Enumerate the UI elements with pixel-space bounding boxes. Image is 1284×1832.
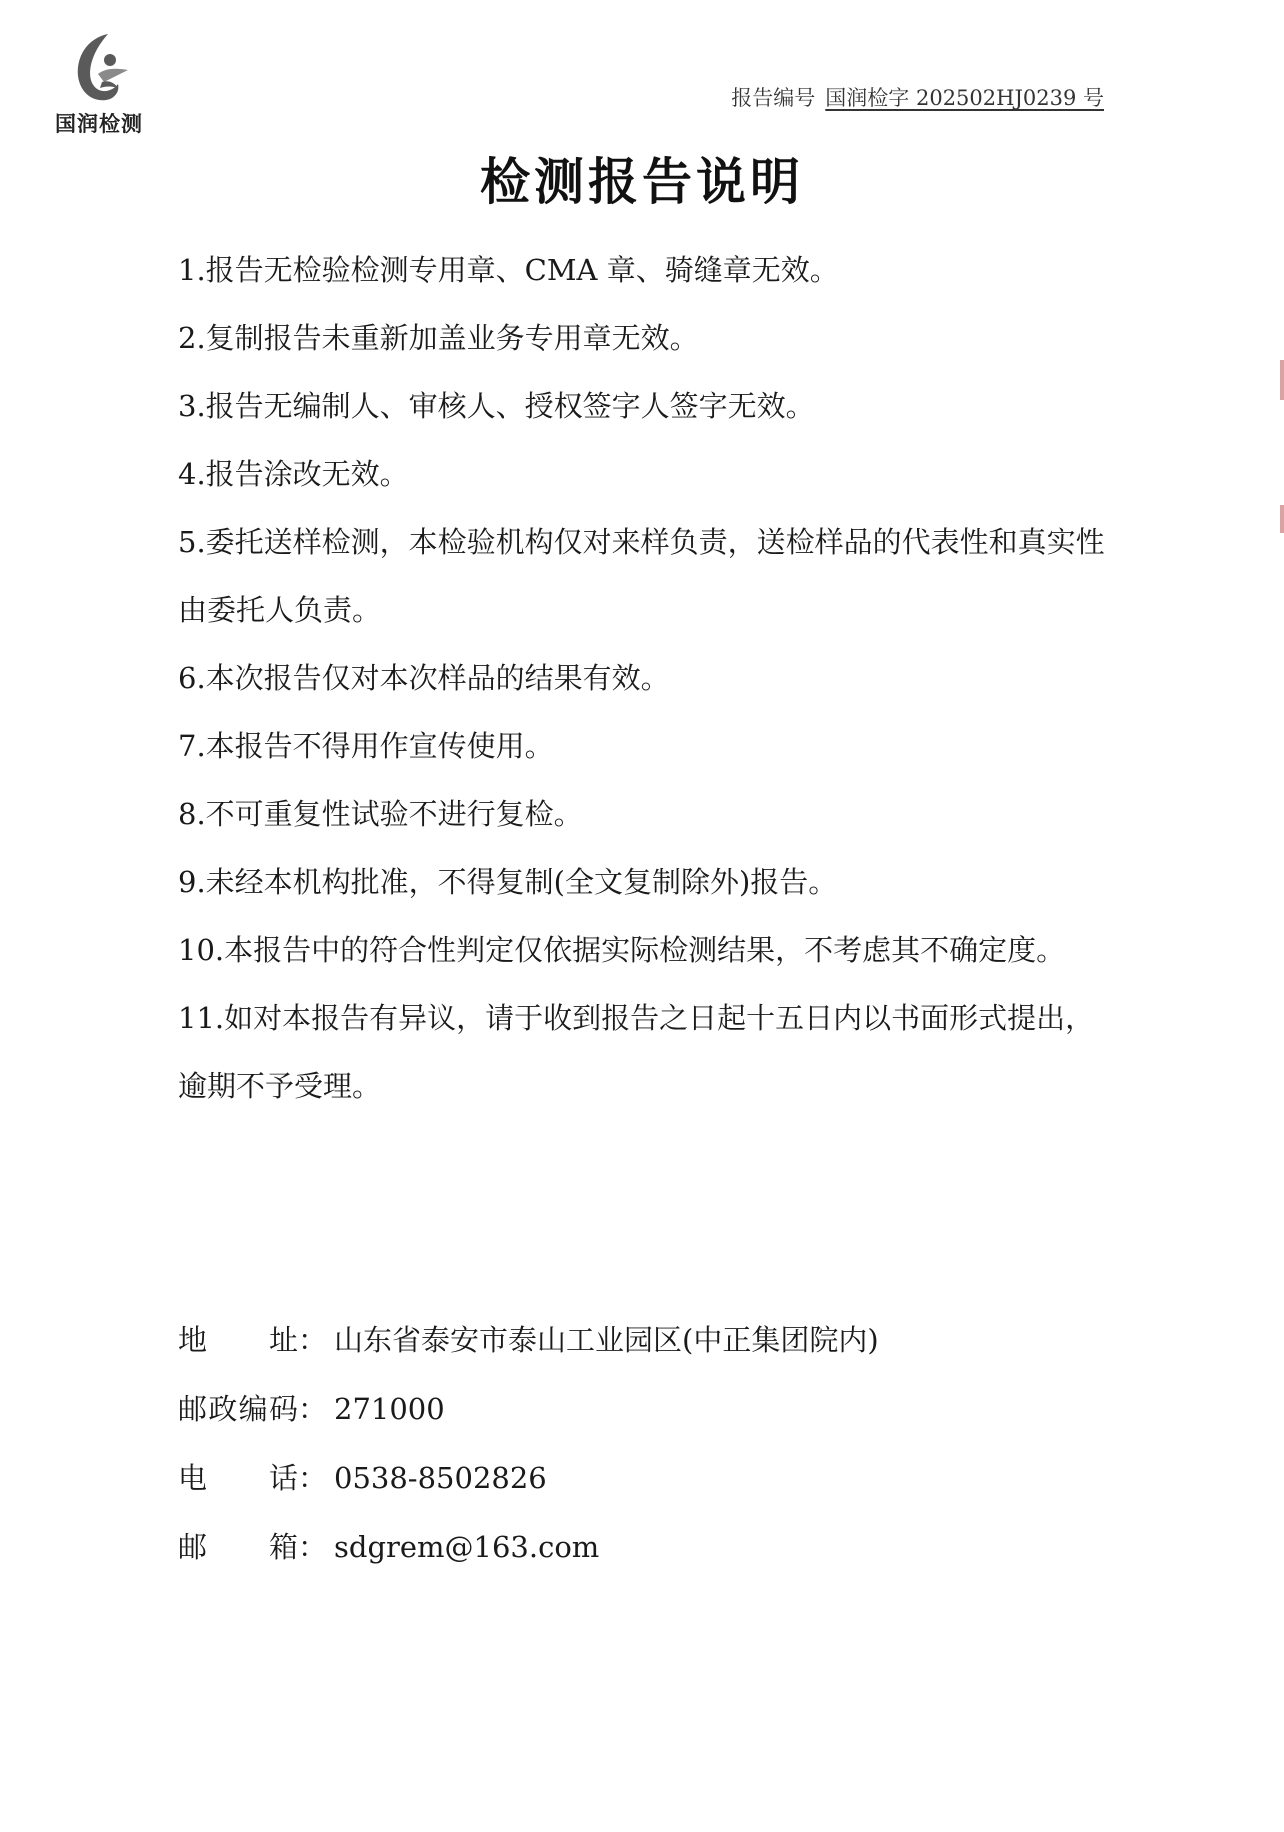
- address-value: 山东省泰安市泰山工业园区(中正集团院内): [334, 1323, 879, 1357]
- company-logo: [44, 30, 154, 140]
- note-item: 11.如对本报告有异议，请于收到报告之日起十五日内以书面形式提出，逾期不予受理。: [178, 1001, 1095, 1103]
- note-item: 5.委托送样检测，本检验机构仅对来样负责，送检样品的代表性和真实性由委托人负责。: [178, 525, 1105, 627]
- note-item: 9.未经本机构批准，不得复制(全文复制除外)报告。: [178, 865, 838, 899]
- seam-stamp-mark: [1280, 360, 1284, 400]
- email-label: 邮箱: [178, 1530, 298, 1564]
- phone-value: 0538-8502826: [334, 1461, 547, 1495]
- phone-label: 电话: [178, 1461, 298, 1495]
- note-item: 4.报告涂改无效。: [178, 457, 409, 491]
- email-value: sdgrem@163.com: [334, 1530, 600, 1564]
- contact-info: [178, 1306, 879, 1582]
- address-row: 地址 ： 山东省泰安市泰山工业园区(中正集团院内): [178, 1306, 879, 1375]
- logo-text: 国润检测: [55, 112, 143, 136]
- report-number: [731, 82, 1104, 112]
- note-item: 2.复制报告未重新加盖业务专用章无效。: [178, 321, 699, 355]
- report-notes-list: [178, 236, 1108, 1120]
- postcode-row: 邮政编码 ： 271000: [178, 1375, 879, 1444]
- logo-mark-icon: [62, 30, 136, 106]
- seam-stamp-mark: [1280, 505, 1284, 533]
- phone-row: 电话 ： 0538-8502826: [178, 1444, 879, 1513]
- note-item: 3.报告无编制人、审核人、授权签字人签字无效。: [178, 389, 815, 423]
- note-item: 6.本次报告仅对本次样品的结果有效。: [178, 661, 670, 695]
- report-number-value: 国润检字 202502HJ0239 号: [825, 86, 1104, 110]
- note-item: 1.报告无检验检测专用章、CMA 章、骑缝章无效。: [178, 253, 839, 287]
- postcode-value: 271000: [334, 1392, 445, 1426]
- note-item: 7.本报告不得用作宣传使用。: [178, 729, 554, 763]
- address-label: 地址: [178, 1323, 298, 1357]
- page-title: 检测报告说明: [480, 153, 804, 211]
- email-row: 邮箱 ： sdgrem@163.com: [178, 1513, 879, 1582]
- postcode-label: 邮政编码: [178, 1392, 298, 1426]
- note-item: 10.本报告中的符合性判定仅依据实际检测结果，不考虑其不确定度。: [178, 933, 1066, 967]
- report-number-label: 报告编号: [731, 86, 816, 110]
- note-item: 8.不可重复性试验不进行复检。: [178, 797, 583, 831]
